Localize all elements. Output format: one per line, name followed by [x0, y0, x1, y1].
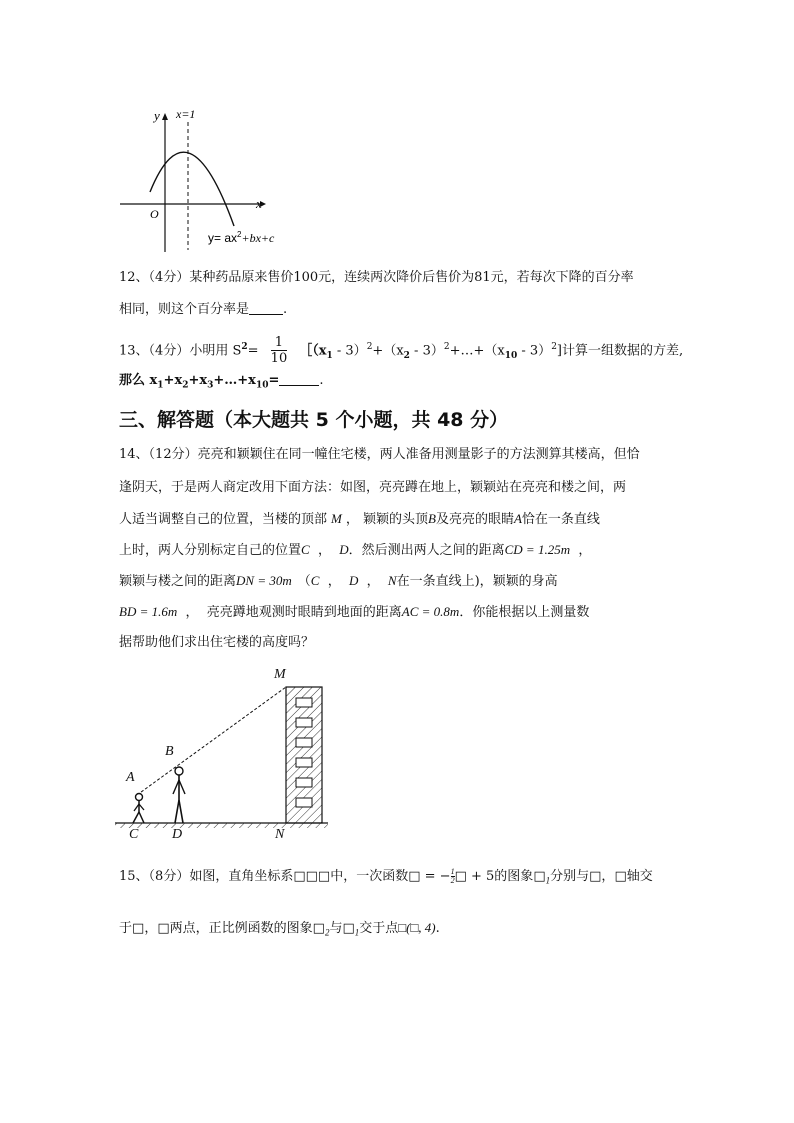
- q12-text1: 12、（4分）某种药品原来售价100元，连续两次降价后售价为81元，若每次下降的百分率: [119, 270, 634, 285]
- q14-line2: [119, 479, 626, 497]
- q15-l2i: 交于点: [359, 921, 399, 936]
- q14-l5C: C: [310, 573, 320, 588]
- q14-l4C: C: [301, 542, 310, 557]
- q13-frac-num: 1: [271, 335, 288, 351]
- q14-l5expr: DN = 30m: [236, 573, 292, 588]
- q15-l1box: □□□: [293, 869, 331, 884]
- q15-l1e: 分别与: [550, 869, 590, 884]
- q15-l2b: □: [132, 921, 145, 936]
- q14-l3c: 及亮亮的眼睛: [435, 512, 514, 527]
- label-C: C: [129, 827, 139, 842]
- q15-l1eq: = −: [420, 869, 451, 884]
- q12-answer-blank[interactable]: [249, 302, 283, 315]
- q13-line2: [119, 372, 324, 395]
- q14-l6a: ， 亮亮蹲地观测时眼睛到地面的距离: [177, 605, 402, 620]
- q12-line2: [119, 301, 287, 319]
- section-heading: 三、解答题（本大题共 5 个小题，共 48 分）: [119, 409, 509, 431]
- label-B: B: [165, 744, 174, 759]
- q13-tail: ]计算一组数据的方差,: [556, 343, 684, 359]
- q13-t2: - 3）: [409, 343, 444, 359]
- q15-line2: [119, 919, 440, 942]
- q13-a4pre: +…+x: [213, 373, 256, 388]
- q13-eq: =: [247, 343, 259, 359]
- q15-l1x: □: [454, 869, 467, 884]
- q13-sq: 2: [241, 342, 248, 352]
- q14-text7: 据帮助他们求出住宅楼的高度吗？: [119, 635, 315, 650]
- q15-l1d: 的图象: [494, 869, 534, 884]
- q13-sub10: 10: [504, 350, 518, 361]
- q12-end: .: [283, 302, 288, 317]
- building-figure: [110, 660, 350, 845]
- q14-text2: 逢阴天，于是两人商定改用下面方法：如图，亮亮蹲在地上，颖颖站在亮亮和楼之间，两: [119, 480, 627, 495]
- q15-l2sub1: 1: [354, 927, 360, 938]
- q14-l6expr2: AC = 0.8m: [401, 604, 460, 619]
- q15-l2j: □(□, 4): [398, 920, 436, 935]
- q15-l2d: □: [157, 921, 170, 936]
- q15-l1f: □: [589, 869, 602, 884]
- q15-l1a: 15、（8分）如图，直角坐标系: [119, 869, 294, 884]
- q13-fraction: [271, 335, 288, 366]
- q14-line3: [119, 510, 600, 529]
- q15-l2e: 两点，正比例函数的图象: [169, 921, 313, 936]
- q15-frac-den: 2: [450, 876, 455, 885]
- q14-line5: [119, 572, 558, 591]
- q14-l3a: 人适当调整自己的位置，当楼的顶部: [119, 512, 328, 527]
- q12-text2: 相同，则这个百分率是: [119, 302, 250, 317]
- q13-frac-den: 10: [270, 351, 288, 367]
- q14-l4b: ，: [309, 543, 340, 558]
- q13-mid: +…+（x: [449, 343, 505, 359]
- q13-a2: 2: [182, 380, 189, 391]
- q15-l1c: + 5: [466, 869, 495, 884]
- q13-l2-pre: 那么 x: [119, 373, 158, 388]
- q14-line4: [119, 541, 591, 560]
- q14-l4expr: CD = 1.25m: [504, 542, 571, 557]
- q14-line7: [119, 634, 314, 652]
- q15-l1sub: 1: [545, 875, 551, 886]
- q13-plus1: +（x: [372, 343, 404, 359]
- q13-term1: ［（x: [299, 343, 327, 359]
- graph-origin-label: O: [150, 207, 159, 221]
- q13-a4: 10: [255, 380, 269, 391]
- q14-l3b: ， 颖颖的头顶: [345, 512, 428, 527]
- q13-a3pre: +x: [188, 373, 208, 388]
- q14-l3M: M: [331, 511, 342, 526]
- q15-l1b: 中，一次函数: [330, 869, 409, 884]
- q13-a3: 3: [207, 380, 214, 391]
- q15-l1g: ，: [601, 869, 615, 884]
- q13-a2pre: +x: [163, 373, 183, 388]
- graph-vline-label: x=1: [176, 107, 196, 121]
- q13-sub2: 2: [403, 350, 410, 361]
- q13-a1: 1: [157, 380, 164, 391]
- q14-l6expr1: BD = 1.6m: [119, 604, 178, 619]
- q15-l2k: .: [435, 921, 440, 936]
- q15-l1l: □: [533, 869, 546, 884]
- q13-line1: [119, 330, 683, 373]
- q15-l2c: ，: [144, 921, 158, 936]
- q15-l1h: □: [614, 869, 627, 884]
- q15-l2f: □: [312, 921, 325, 936]
- q14-line1: [119, 446, 640, 464]
- q15-l2a: 于: [119, 921, 133, 936]
- curve-label: $y= ax^2+bx+c$: [208, 230, 275, 245]
- label-M: M: [274, 667, 286, 682]
- graph-x-label: x: [256, 196, 262, 211]
- graph-y-label: y: [154, 108, 160, 123]
- q14-l4a: 上时，两人分别标定自己的位置: [119, 543, 302, 558]
- q14-text1: 14、（12分）亮亮和颖颖住在同一幢住宅楼，两人准备用测量影子的方法测算其楼高，但恰: [119, 447, 640, 462]
- label-D: D: [172, 827, 183, 842]
- q14-l5D: D: [348, 573, 359, 588]
- q14-line6: [119, 603, 589, 622]
- q14-l5c: ，: [319, 574, 349, 589]
- q14-l5d: ，: [358, 574, 388, 589]
- q15-l2sub2: 2: [324, 927, 330, 938]
- q14-l4D: D: [339, 542, 349, 557]
- q15-l2g: 与: [329, 921, 343, 936]
- q14-l3B: B: [428, 511, 436, 526]
- q13-sub1: 1: [326, 350, 333, 361]
- q14-l3d: 恰在一条直线: [521, 512, 600, 527]
- q13-answer-blank[interactable]: [279, 373, 319, 386]
- label-N: N: [275, 827, 285, 842]
- q13-l2-end: .: [319, 373, 324, 388]
- label-A: A: [126, 770, 135, 785]
- q14-l5e: 在一条直线上)，颖颖的身高: [396, 574, 558, 589]
- q14-l4d: ，: [570, 543, 592, 558]
- q14-l5a: 颖颖与楼之间的距离: [119, 574, 237, 589]
- q13-p3: 2: [551, 342, 557, 352]
- q15-l2h: □: [342, 921, 355, 936]
- q13-t1: - 3）: [332, 343, 367, 359]
- parabola-graph: [110, 100, 310, 260]
- q13-t3: - 3）: [517, 343, 552, 359]
- q13-p1: 2: [366, 342, 373, 352]
- q12-line1: [119, 269, 634, 287]
- q13-prefix: 13、（4分）小明用 S: [119, 343, 242, 359]
- q15-l1i: 轴交: [626, 869, 653, 884]
- q14-l6b: ．你能根据以上测量数: [459, 605, 590, 620]
- q14-l3A: A: [513, 511, 522, 526]
- q13-l2-eq: =: [268, 373, 280, 388]
- q13-p2: 2: [443, 342, 450, 352]
- q14-l5N: N: [387, 573, 397, 588]
- q15-line1: [119, 866, 653, 892]
- q15-frac-num: 1: [450, 867, 455, 876]
- q14-l5b: （: [297, 574, 311, 589]
- q15-l1y: □: [408, 869, 421, 884]
- q14-l4c: ．然后测出两人之间的距离: [348, 543, 505, 558]
